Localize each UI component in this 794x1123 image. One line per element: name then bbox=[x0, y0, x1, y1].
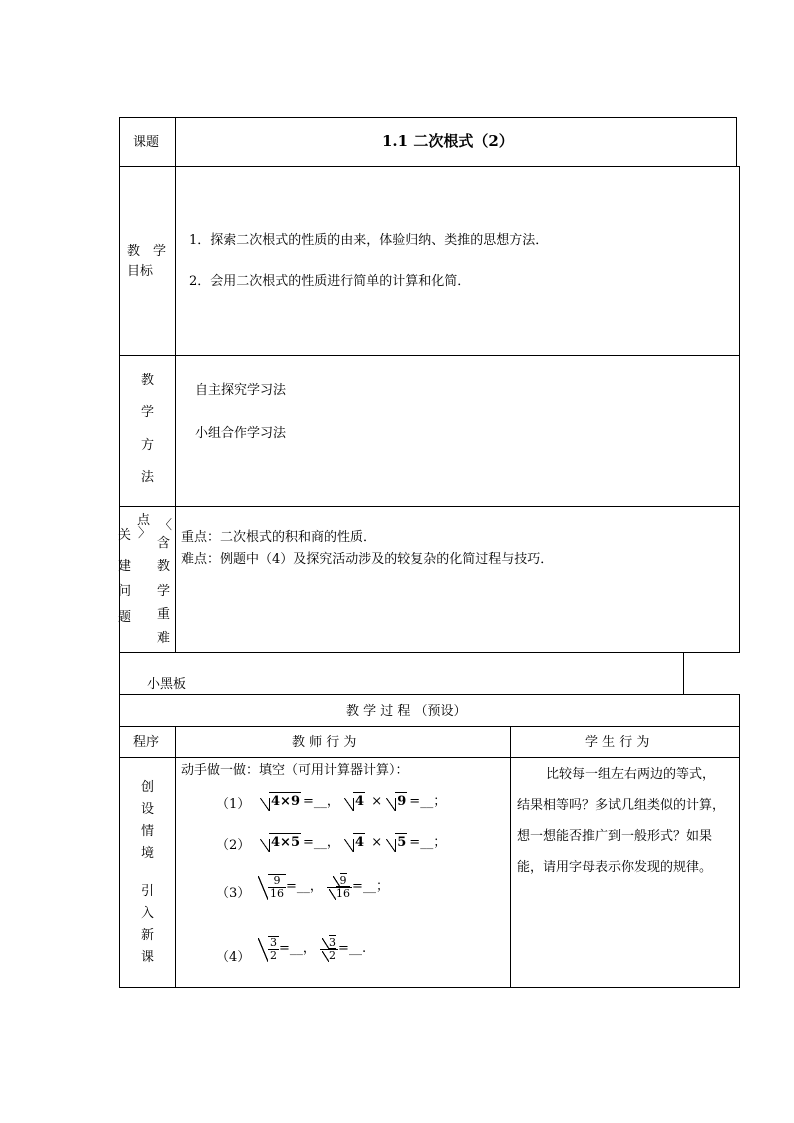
keypoints-label-char: 教 bbox=[157, 559, 171, 574]
phase-char: 入 bbox=[141, 906, 155, 921]
fraction bbox=[320, 937, 338, 962]
numerator: 9 bbox=[339, 873, 347, 887]
radicand: 4 bbox=[355, 794, 365, 809]
keypoints-label-char: 点 bbox=[137, 513, 151, 528]
equals-blank: =__， bbox=[302, 794, 340, 809]
v-line-right-top bbox=[736, 117, 737, 167]
denominator: 16 bbox=[336, 886, 351, 900]
h-line-2 bbox=[119, 355, 740, 356]
exercise-3-expression bbox=[258, 874, 389, 900]
radical-sign bbox=[333, 875, 347, 887]
teaching-aids: 小黑板 bbox=[147, 677, 187, 692]
v-line-program-col bbox=[175, 726, 176, 988]
student-text-line: 结果相等吗？多试几组类似的计算， bbox=[517, 798, 726, 813]
objective-item: 2．会用二次根式的性质进行简单的计算和化简． bbox=[189, 274, 471, 289]
v-line-student-col bbox=[510, 726, 511, 988]
method-item: 自主探究学习法 bbox=[195, 383, 287, 398]
keypoints-label-char: 重 bbox=[157, 607, 171, 622]
radical-sign bbox=[260, 833, 301, 853]
radicand: 4 bbox=[355, 835, 365, 850]
col-teacher-header: 教 师 行 为 bbox=[292, 735, 357, 750]
h-line-3 bbox=[119, 506, 740, 507]
equals-blank: =__， bbox=[302, 835, 340, 850]
h-line-bottom bbox=[119, 987, 740, 988]
phase-char: 境 bbox=[141, 846, 155, 861]
objectives-label-char: 目标 bbox=[127, 264, 154, 279]
exercise-4-expression bbox=[258, 936, 366, 962]
radical-sign bbox=[329, 888, 350, 900]
teacher-intro: 动手做一做：填空（可用计算器计算）： bbox=[181, 763, 409, 778]
header-label: 课题 bbox=[133, 135, 160, 150]
phase-char: 课 bbox=[141, 950, 155, 965]
exercise-2-expression: 4×5 =__， 4 × 5 =__； bbox=[260, 833, 446, 853]
equals-blank: =__， bbox=[279, 941, 316, 956]
keypoints-label-char: 难 bbox=[157, 631, 171, 646]
process-title: 教 学 过 程 （预设） bbox=[346, 704, 467, 719]
keypoints-label-char: 学 bbox=[157, 584, 171, 599]
methods-label-char: 法 bbox=[141, 470, 155, 485]
keypoints-label-char: 题 bbox=[118, 610, 132, 625]
numerator: 3 bbox=[329, 935, 337, 949]
radicand: 9 bbox=[397, 794, 407, 809]
keypoint-line: 难点：例题中（4）及探究活动涉及的较复杂的化简过程与技巧． bbox=[181, 552, 554, 567]
radical-sign bbox=[322, 950, 336, 962]
radical-sign bbox=[322, 937, 336, 949]
equals-blank: =__； bbox=[352, 879, 389, 894]
keypoint-line: 重点：二次根式的积和商的性质． bbox=[181, 530, 377, 545]
radicand: 4×5 bbox=[271, 835, 300, 850]
radical-sign bbox=[258, 874, 286, 900]
h-line-5 bbox=[119, 694, 740, 695]
denominator: 2 bbox=[270, 949, 277, 962]
radical-sign bbox=[386, 833, 407, 853]
objective-item: 1．探索二次根式的性质的由来，体验归纳、类推的思想方法． bbox=[189, 233, 549, 248]
keypoints-label-char: 关 bbox=[118, 528, 132, 543]
v-line-label-col bbox=[175, 117, 176, 653]
exercise-number: （3） bbox=[216, 886, 251, 901]
objectives-label-char: 学 bbox=[153, 244, 167, 259]
v-line-right-mid bbox=[739, 166, 740, 653]
equals-blank: =__； bbox=[409, 835, 447, 850]
radicand: 5 bbox=[397, 835, 407, 850]
method-item: 小组合作学习法 bbox=[195, 426, 287, 441]
phase-char: 引 bbox=[141, 884, 155, 899]
radical-sign bbox=[258, 936, 279, 962]
equals-blank: =__； bbox=[409, 794, 447, 809]
methods-label-char: 学 bbox=[141, 405, 155, 420]
h-line-7 bbox=[119, 757, 740, 758]
equals-blank: =__. bbox=[338, 941, 367, 956]
radical-sign bbox=[386, 792, 407, 812]
fraction bbox=[327, 875, 352, 900]
exercise-number: （4） bbox=[216, 950, 251, 965]
v-line-left bbox=[119, 117, 120, 988]
numerator: 3 bbox=[270, 936, 277, 949]
keypoints-label-char: 建 bbox=[118, 559, 132, 574]
h-line-4 bbox=[119, 652, 740, 653]
phase-char: 新 bbox=[141, 928, 155, 943]
exercise-number: （2） bbox=[216, 838, 251, 853]
page-title: 1.1 二次根式（2） bbox=[382, 132, 514, 150]
objectives-label-char: 教 bbox=[127, 244, 141, 259]
exercise-number: （1） bbox=[216, 797, 251, 812]
v-line-right-bottom bbox=[739, 694, 740, 988]
student-text-line: 能，请用字母表示你发现的规律。 bbox=[517, 860, 713, 875]
v-line-right-aids bbox=[683, 652, 684, 695]
denominator: 16 bbox=[270, 887, 284, 900]
phase-char: 创 bbox=[141, 780, 155, 795]
keypoints-label-char: 〈 bbox=[159, 518, 173, 533]
student-text-line: 比较每一组左右两边的等式， bbox=[546, 767, 716, 782]
exercise-1-expression: 4×9 =__， 4 × 9 =__； bbox=[260, 792, 446, 812]
radical-sign bbox=[260, 792, 301, 812]
col-program-header: 程序 bbox=[133, 735, 160, 750]
radical-sign bbox=[344, 833, 365, 853]
methods-label-char: 方 bbox=[141, 438, 155, 453]
student-text-line: 想一想能否推广到一般形式？如果 bbox=[517, 829, 713, 844]
h-line-top bbox=[119, 117, 737, 118]
col-student-header: 学 生 行 为 bbox=[585, 735, 650, 750]
h-line-1 bbox=[119, 166, 740, 167]
denominator: 2 bbox=[329, 948, 337, 962]
methods-label-char: 教 bbox=[141, 373, 155, 388]
numerator: 9 bbox=[268, 875, 286, 888]
keypoints-label-char: 〉 bbox=[138, 526, 152, 541]
keypoints-label-char: 含 bbox=[157, 536, 171, 551]
phase-char: 设 bbox=[141, 802, 155, 817]
radicand: 4×9 bbox=[271, 794, 300, 809]
h-line-6 bbox=[119, 726, 740, 727]
equals-blank: =__， bbox=[286, 879, 323, 894]
radical-sign bbox=[344, 792, 365, 812]
phase-char: 情 bbox=[141, 824, 155, 839]
keypoints-label-char: 问 bbox=[118, 584, 132, 599]
